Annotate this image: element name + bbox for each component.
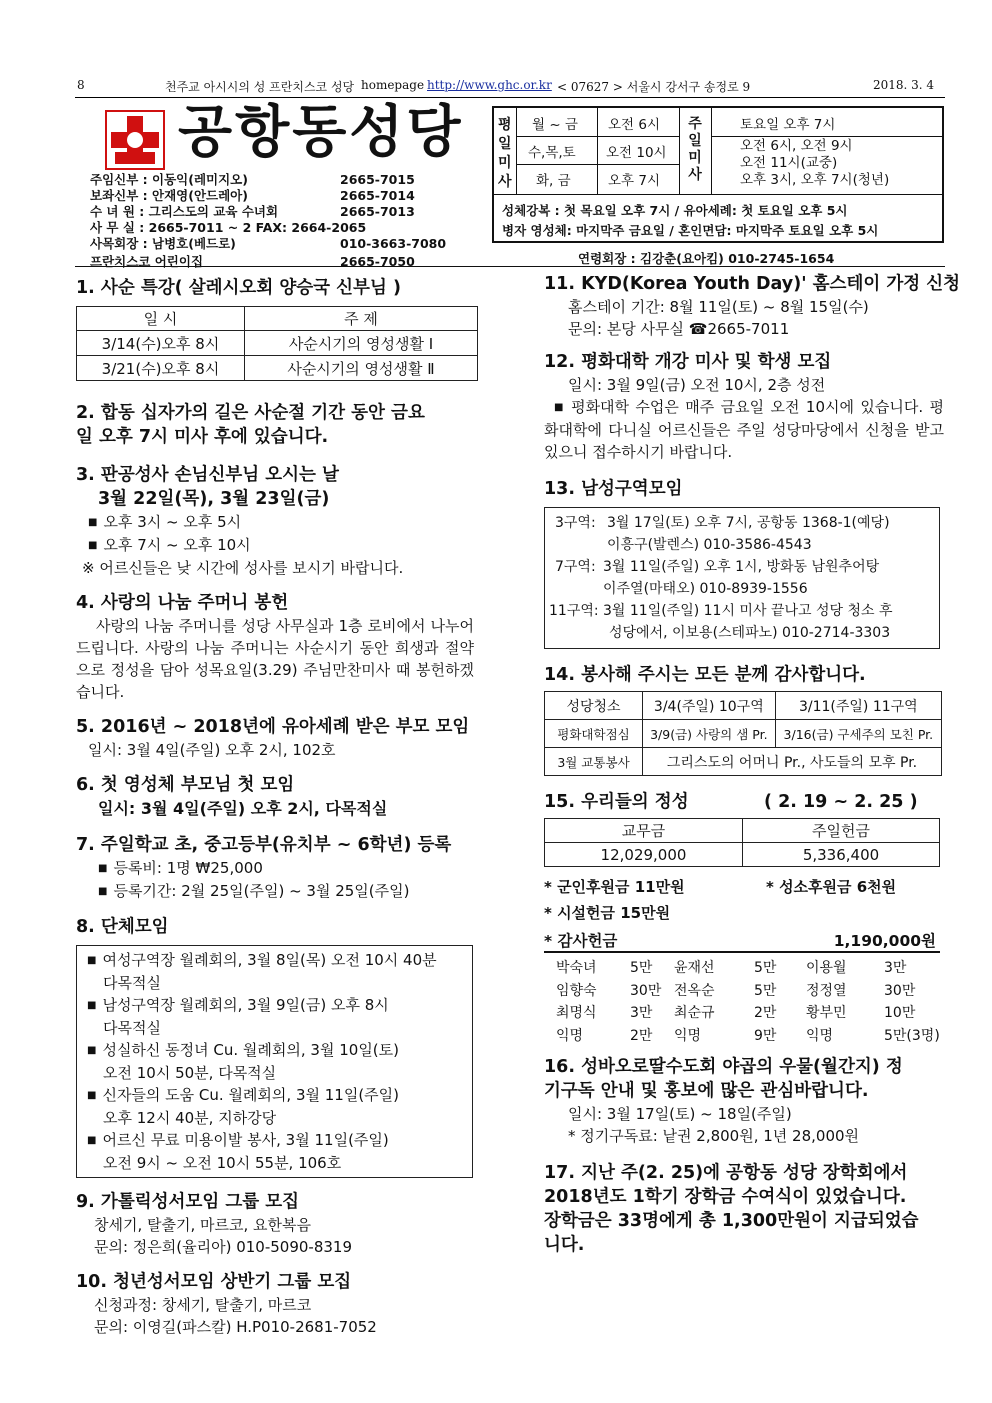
staff-row xyxy=(90,220,420,236)
paragraph: 일시: 3월 4일(주일) 오후 2시, 102호 xyxy=(88,741,336,759)
section-title: 10. 청년성서모임 상반기 그룹 모집 xyxy=(76,1272,352,1292)
issue-date: 2018. 3. 4 xyxy=(873,78,935,92)
table-cell: 평화대학점심 xyxy=(545,720,643,748)
list-item xyxy=(87,1129,466,1174)
organization-name: 천주교 아시시의 성 프란치스코 성당 xyxy=(165,80,355,94)
section-3 xyxy=(76,463,476,579)
homepage-link[interactable]: http://www.ghc.or.kr xyxy=(427,78,552,92)
donor-name: 임향숙 xyxy=(556,982,597,999)
section-9 xyxy=(76,1190,476,1258)
meeting-detail: 다목적실 xyxy=(103,1019,161,1037)
donor-amount: 3만 xyxy=(884,960,907,976)
table-cell: 3/16(금) 구세주의 모친 Pr. xyxy=(775,720,941,748)
group-meeting-box xyxy=(76,945,473,1178)
donor-row xyxy=(544,980,946,1003)
section-title: 13. 남성구역모임 xyxy=(544,479,683,499)
staff-row xyxy=(90,172,420,188)
section-title-cont: 장학금은 33명에게 총 1,300만원이 지급되었습 xyxy=(544,1211,919,1231)
mass-time: 오전 6시 xyxy=(608,117,661,133)
lenten-lecture-table xyxy=(76,306,478,381)
donor-list xyxy=(544,957,946,1047)
staff-row xyxy=(90,236,447,252)
donor-name: 최순규 xyxy=(674,1005,715,1021)
list-item xyxy=(87,994,466,1039)
staff-phone: 2665-7015 xyxy=(340,172,415,187)
district-contact: 이주열(마태오) 010-8939-1556 xyxy=(603,581,808,597)
table-cell: 5,336,400 xyxy=(743,843,940,867)
meeting-line: ■ 여성구역장 월례회의, 3월 8일(목) 오전 10시 40분 xyxy=(87,949,466,972)
district-label: 11구역: xyxy=(549,603,599,619)
donor-row xyxy=(544,1002,946,1025)
donation-line: * 군인후원금 11만원 xyxy=(544,878,685,896)
staff-phone: 2665-7014 xyxy=(340,188,415,203)
section-title: 11. KYD(Korea Youth Day)' 홈스테이 가정 신청 xyxy=(544,274,961,294)
donor-amount: 5만 xyxy=(754,960,777,976)
table-header: 주일헌금 xyxy=(743,819,940,843)
district-label: 3구역: xyxy=(555,515,596,531)
table-header: 교무금 xyxy=(545,819,743,843)
section-5 xyxy=(76,715,476,761)
mass-note-2: 병자 영성체: 마지막주 금요일 / 혼인면담: 마지막주 토요일 오후 5시 xyxy=(502,223,879,238)
staff-label: 사목회장 : 남병호(베드로) xyxy=(90,236,236,251)
cross-logo-icon xyxy=(105,110,165,170)
sunday-mass-3: 오후 3시, 오후 7시(청년) xyxy=(740,172,890,188)
section-8 xyxy=(76,915,476,1178)
weekday-mass-heading: 평일미사 xyxy=(498,117,512,190)
right-column xyxy=(544,272,961,1257)
section-2 xyxy=(76,401,476,449)
address: < 07627 > 서울시 강서구 송정로 9 xyxy=(557,80,751,94)
district-meeting-box xyxy=(544,507,940,649)
section-title: 17. 지난 주(2. 25)에 공항동 성당 장학회에서 xyxy=(544,1163,908,1183)
meeting-detail: 다목적실 xyxy=(103,974,161,992)
staff-label: 프란치스코 어린이집 xyxy=(90,254,204,269)
table-row xyxy=(545,843,940,867)
donation-line: * 시설헌금 15만원 xyxy=(544,904,671,922)
section-17 xyxy=(544,1161,946,1257)
section-13 xyxy=(544,477,946,649)
table-cell: 3/9(금) 사랑의 샘 Pr. xyxy=(643,720,776,748)
list-item xyxy=(549,600,935,644)
contact-text: 문의: 이영길(파스칼) H.P010-2681-7052 xyxy=(94,1318,377,1336)
staff-label: 수 녀 원 : 그리스도의 교육 수녀회 xyxy=(90,204,279,219)
donor-name: 황부민 xyxy=(806,1005,847,1021)
list-item xyxy=(549,512,935,556)
mass-time: 오전 10시 xyxy=(606,145,667,161)
table-cell: 3월 교통봉사 xyxy=(545,748,643,776)
donor-row xyxy=(544,957,946,980)
donor-row xyxy=(544,1025,946,1048)
staff-label: 주임신부 : 이동익(레미지오) xyxy=(90,172,248,187)
table-row xyxy=(77,356,478,381)
donor-amount: 30만 xyxy=(630,982,662,999)
section-title: 8. 단체모임 xyxy=(76,917,169,937)
section-14 xyxy=(544,663,946,776)
staff-label: 사 무 실 : 2665-7011 ~ 2 FAX: 2664-2065 xyxy=(90,220,367,235)
donor-amount: 2만 xyxy=(630,1027,653,1044)
table-cell: 12,029,000 xyxy=(545,843,743,867)
section-11 xyxy=(544,272,961,340)
page-number: 8 xyxy=(77,78,85,92)
donor-amount: 5만(3명) xyxy=(884,1027,940,1044)
sunday-mass-1: 오전 6시, 오전 9시 xyxy=(740,138,853,154)
section-10 xyxy=(76,1270,476,1338)
section-15 xyxy=(544,790,946,1047)
section-title: 15. 우리들의 정성 xyxy=(544,792,689,812)
donor-name: 박숙녀 xyxy=(556,960,597,976)
donor-name: 윤재선 xyxy=(674,960,715,976)
section-title-cont: 니다. xyxy=(544,1235,585,1255)
meeting-detail: 오전 10시 50분, 다목적실 xyxy=(103,1064,277,1082)
meeting-line: ■ 신자들의 도움 Cu. 월례회의, 3월 11일(주일) xyxy=(87,1084,466,1107)
donor-amount: 5만 xyxy=(754,982,777,999)
mass-time: 오후 7시 xyxy=(608,173,661,189)
paragraph: 사랑의 나눔 주머니를 성당 사무실과 1층 로비에서 나누어 드립니다. 사랑의 나눔 주머니는 사순시기 동안 희생과 절약으로 정성을 담아 성목요일(3.29) 주님만찬미사 때 봉헌하겠습니다. xyxy=(76,617,474,701)
district-label: 7구역: xyxy=(555,559,596,575)
section-12 xyxy=(544,350,946,463)
contact-text: 문의: 정은희(율리아) 010-5090-8319 xyxy=(94,1238,353,1256)
header-divider xyxy=(75,266,945,267)
section-16 xyxy=(544,1055,946,1147)
table-cell: 3/21(수)오후 8시 xyxy=(77,356,245,381)
section-title-cont: 기구독 안내 및 홍보에 많은 관심바랍니다. xyxy=(544,1081,869,1101)
section-title: 12. 평화대학 개강 미사 및 학생 모집 xyxy=(544,352,832,372)
list-item xyxy=(549,556,935,600)
district-schedule: 3월 17일(토) 오후 7시, 공항동 1368-1(예당) xyxy=(607,515,890,531)
church-title: 공항동성당 xyxy=(178,100,464,165)
table-row xyxy=(77,331,478,356)
staff-directory xyxy=(90,172,447,270)
table-header: 주 제 xyxy=(245,307,478,331)
meeting-detail: 오후 12시 40분, 지하강당 xyxy=(103,1109,277,1127)
donor-name: 이용월 xyxy=(806,960,847,976)
donor-amount: 10만 xyxy=(884,1005,916,1021)
section-title: 16. 성바오로딸수도회 야곱의 우물(월간지) 정 xyxy=(544,1057,903,1077)
staff-row xyxy=(90,188,420,204)
donor-amount: 5만 xyxy=(630,960,653,976)
table-cell: 3/4(주일) 10구역 xyxy=(643,692,776,720)
meeting-line: ■ 성실하신 동정녀 Cu. 월례회의, 3월 10일(토) xyxy=(87,1039,466,1062)
sunday-mass-heading: 주일미사 xyxy=(688,116,702,183)
offering-period: ( 2. 19 ~ 2. 25 ) xyxy=(764,792,918,812)
section-title: 3. 판공성사 손님신부님 오시는 날 xyxy=(76,465,339,485)
mass-day: 월 ~ 금 xyxy=(532,117,578,133)
mass-day: 화, 금 xyxy=(536,173,571,189)
donor-name: 익명 xyxy=(806,1027,834,1044)
left-column xyxy=(76,276,476,1338)
donor-amount: 30만 xyxy=(884,982,916,999)
donation-line: * 성소후원금 6천원 xyxy=(766,878,897,896)
paragraph: ■ 평화대학 수업은 매주 금요일 오전 10시에 있습니다. 평화대학에 다니실 어르신들은 주일 성당마당에서 신청을 받고 있으니 접수하시기 바랍니다. xyxy=(544,396,944,463)
section-title: 2. 합동 십자가의 길은 사순절 기간 동안 금요 xyxy=(76,403,425,423)
district-schedule: 3월 11일(주일) 11시 미사 끝나고 성당 청소 후 xyxy=(603,603,893,619)
section-title: 1. 사순 특강( 살레시오회 양승국 신부님 ) xyxy=(76,278,401,298)
table-cell: 성당청소 xyxy=(545,692,643,720)
staff-row xyxy=(90,204,420,220)
liaison-info: 연령회장 : 김강춘(요아킴) 010-2745-1654 xyxy=(578,251,835,266)
bullet-item: ■ 등록기간: 2월 25일(주일) ~ 3월 25일(주일) xyxy=(76,880,476,903)
saturday-mass: 토요일 오후 7시 xyxy=(740,117,836,133)
staff-row xyxy=(90,254,420,270)
bullet-item: ■ 오후 7시 ~ 오후 10시 xyxy=(76,534,476,557)
thanks-label: * 감사헌금 xyxy=(544,932,618,950)
section-title: 14. 봉사해 주시는 모든 분께 감사합니다. xyxy=(544,665,866,685)
section-title-cont: 2018년도 1학기 장학금 수여식이 있었습니다. xyxy=(544,1187,907,1207)
meeting-line: ■ 어르신 무료 미용이발 봉사, 3월 11일(주일) xyxy=(87,1129,466,1152)
table-cell: 사순시기의 영성생활 Ⅱ xyxy=(245,356,478,381)
volunteer-table xyxy=(544,691,942,776)
district-contact: 성당에서, 이보용(스테파노) 010-2714-3303 xyxy=(609,625,891,641)
bullet-item: ■ 등록비: 1명 ₩25,000 xyxy=(76,857,476,880)
section-title: 6. 첫 영성체 부모님 첫 모임 xyxy=(76,775,295,795)
donor-name: 익명 xyxy=(674,1027,702,1044)
table-cell: 그리스도의 어머니 Pr., 사도들의 모후 Pr. xyxy=(643,748,942,776)
donor-amount: 3만 xyxy=(630,1005,653,1021)
section-7 xyxy=(76,833,476,903)
paragraph: * 정기구독료: 낱권 2,800원, 1년 28,000원 xyxy=(568,1127,860,1145)
mass-day: 수,목,토 xyxy=(528,145,576,161)
staff-phone: 010-3663-7080 xyxy=(340,236,447,251)
table-cell: 사순시기의 영성생활 Ⅰ xyxy=(245,331,478,356)
section-title: 5. 2016년 ~ 2018년에 유아세례 받은 부모 모임 xyxy=(76,717,470,737)
sunday-mass-2: 오전 11시(교중) xyxy=(740,155,838,171)
section-title: 7. 주일학교 초, 중고등부(유치부 ~ 6학년) 등록 xyxy=(76,835,452,855)
section-subtitle: 일시: 3월 4일(주일) 오후 2시, 다목적실 xyxy=(98,799,388,818)
page-header xyxy=(75,78,945,98)
offering-table xyxy=(544,818,940,867)
paragraph: 일시: 3월 17일(토) ~ 18일(주일) xyxy=(568,1105,792,1123)
donor-name: 최명식 xyxy=(556,1005,597,1021)
donor-name: 익명 xyxy=(556,1027,584,1044)
mass-schedule xyxy=(492,106,944,243)
paragraph: 일시: 3월 9일(금) 오전 10시, 2층 성전 xyxy=(568,376,826,394)
list-item xyxy=(87,949,466,994)
paragraph: 홈스테이 기간: 8월 11일(토) ~ 8월 15일(수) xyxy=(568,298,869,316)
donor-amount: 2만 xyxy=(754,1005,777,1021)
table-header: 일 시 xyxy=(77,307,245,331)
meeting-detail: 오전 9시 ~ 오전 10시 55분, 106호 xyxy=(103,1154,342,1172)
donor-amount: 9만 xyxy=(754,1027,777,1044)
homepage-label: homepage xyxy=(361,78,425,92)
section-6 xyxy=(76,773,476,821)
table-row xyxy=(545,692,942,720)
section-title: 9. 가톨릭성서모임 그룹 모집 xyxy=(76,1192,300,1212)
thanks-total: 1,190,000원 xyxy=(833,932,936,950)
section-title: 4. 사랑의 나눔 주머니 봉헌 xyxy=(76,593,289,613)
section-subtitle: 3월 22일(목), 3월 23일(금) xyxy=(98,489,330,509)
table-row xyxy=(545,720,942,748)
staff-phone: 2665-7050 xyxy=(340,254,415,269)
note-text: ※ 어르신들은 낮 시간에 성사를 보시기 바랍니다. xyxy=(82,559,404,577)
donor-name: 정정열 xyxy=(806,982,847,999)
district-schedule: 3월 11일(주일) 오후 1시, 방화동 남원추어탕 xyxy=(603,559,880,575)
table-cell: 3/14(수)오후 8시 xyxy=(77,331,245,356)
mass-note-1: 성체강복 : 첫 목요일 오후 7시 / 유아세례: 첫 토요일 오후 5시 xyxy=(502,203,848,218)
list-item xyxy=(87,1039,466,1084)
staff-label: 보좌신부 : 안재영(안드레아) xyxy=(90,188,248,203)
bullet-item: ■ 오후 3시 ~ 오후 5시 xyxy=(76,511,476,534)
church-logo xyxy=(105,110,165,170)
contact-text: 문의: 본당 사무실 ☎2665-7011 xyxy=(568,320,790,338)
district-contact: 이흥구(발렌스) 010-3586-4543 xyxy=(607,537,812,553)
donor-name: 전옥순 xyxy=(674,982,715,999)
paragraph: 창세기, 탈출기, 마르코, 요한복음 xyxy=(94,1216,311,1234)
section-title-cont: 일 오후 7시 미사 후에 있습니다. xyxy=(76,427,329,447)
meeting-line: ■ 남성구역장 월례회의, 3월 9일(금) 오후 8시 xyxy=(87,994,466,1017)
paragraph: 신청과정: 창세기, 탈출기, 마르코 xyxy=(94,1296,312,1314)
section-4 xyxy=(76,591,476,703)
thanks-offering-header xyxy=(544,927,940,953)
list-item xyxy=(87,1084,466,1129)
table-cell: 3/11(주일) 11구역 xyxy=(775,692,941,720)
table-row xyxy=(545,748,942,776)
staff-phone: 2665-7013 xyxy=(340,204,415,219)
